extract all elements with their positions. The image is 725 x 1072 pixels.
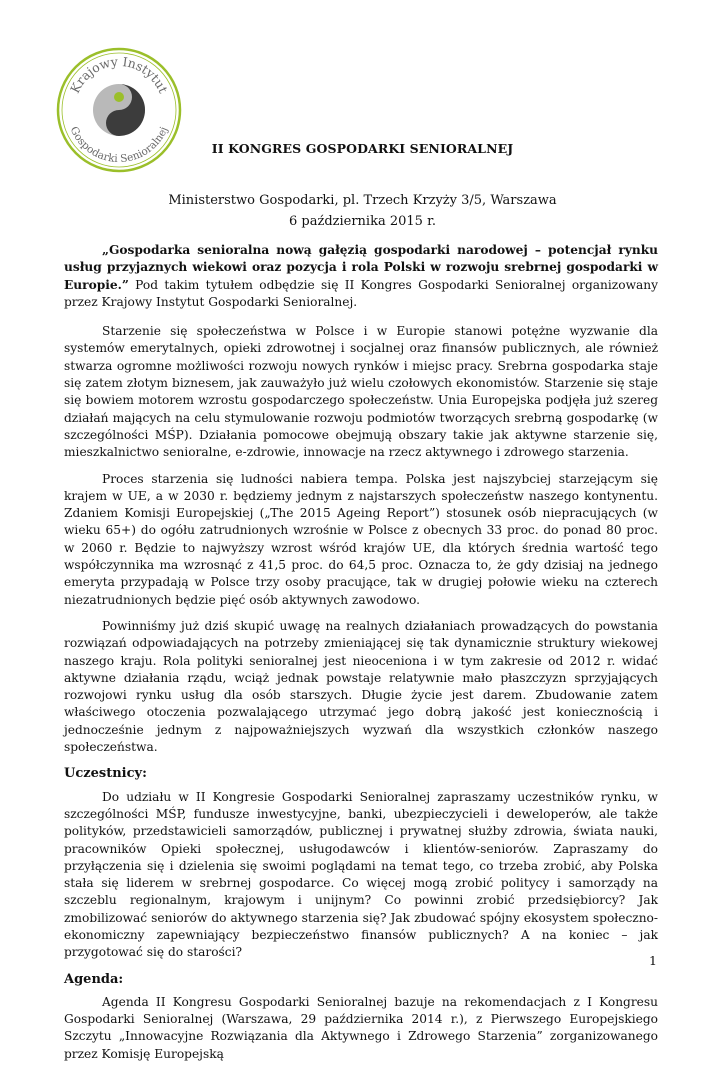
logo-text-top: Krajowy Instytut	[67, 53, 172, 96]
venue-block	[0, 190, 725, 232]
page-number: 1	[649, 953, 657, 968]
body-paragraph-2: Proces starzenia się ludności nabiera tempa. Polska jest najszybciej starzejącym się krajem w UE, a w 2030 r. będziemy jednym z najstarszych społeczeństw naszego kontynentu. Zdaniem Komisji Europejskiej („The 2015 Ageing Report”) stosunek osób niepracujących (w wieku 65+) do ogółu zatrudnionych wzrośnie w Polsce z obecnych 33 proc. do ponad 80 proc. w 2060 r. Będzie to najwyższy wzrost wśród krajów UE, dla których średnia wartość tego współczynnika ma wzrosnąć z 41,5 proc. do 64,5 proc. Oznacza to, że gdy dzisiaj na jednego emeryta przypadają w Polsce trzy osoby pracujące, tak w drugiej połowie wieku na czterech niezatrudnionych będzie pięć osób aktywnych zawodowo.	[64, 471, 658, 607]
logo-swirl	[93, 84, 145, 136]
body-paragraph-3: Powinniśmy już dziś skupić uwagę na realnych działaniach prowadzących do powstania rozwiązań odpowiadających na potrzeby zmieniającej się tak dynamicznie struktury wiekowej naszego kraju. Rola polityki senioralnej jest nieoceniona i w tym zakresie od 2012 r. widać aktywne działania rządu, wciąż jednak powstaje relatywnie mało płaszczyzn sprzyjających rozwojowi rynku usług dla osób starszych. Długie życie jest darem. Zbudowanie zatem właściwego otoczenia pozwalającego utrzymać jego dobrą jakość jest koniecznością i jednocześnie jednym z najpoważniejszych wyzwań dla wszystkich członków naszego społeczeństwa.	[64, 618, 658, 755]
congress-title: II KONGRES GOSPODARKI SENIORALNEJ	[211, 141, 514, 156]
intro-rest: Pod takim tytułem odbędzie się II Kongres Gospodarki Senioralnej organizowany przez Krajowy Instytut Gospodarki Senioralnej.	[64, 277, 658, 309]
document-body	[64, 242, 658, 1072]
venue-address: Ministerstwo Gospodarki, pl. Trzech Krzyży 3/5, Warszawa	[168, 193, 557, 208]
intro-paragraph	[64, 242, 658, 311]
intro-quote: „Gospodarka senioralna nową gałęzią gospodarki narodowej – potencjał rynku usług przyjaznych wiekowi oraz pozycja i rola Polski w rozwoju srebrnej gospodarki w Europie.”	[64, 243, 658, 292]
body-paragraph-1: Starzenie się społeczeństwa w Polsce i w Europie stanowi potężne wyzwanie dla systemów emerytalnych, opieki zdrowotnej i socjalnej oraz finansów publicznych, ale również stwarza ogromne możliwości rozwoju nowych rynków i miejsc pracy. Srebrna gospodarka staje się zatem złotym biznesem, jak zauważyło już wielu czołowych ekonomistów. Starzenie się staje się bowiem motorem wzrostu gospodarczego społeczeństw. Unia Europejska podjęła już szereg działań mających na celu stymulowanie rozwoju podmiotów tworzących srebrną gospodarkę (w szczególności MŚP). Działania pomocowe obejmują obszary takie jak aktywne starzenie się, mieszkalnictwo senioralne, e-zdrowie, innowacje na rzecz aktywnego i zdrowego starzenia.	[64, 324, 658, 460]
agenda-heading: Agenda:	[64, 971, 124, 987]
participants-heading: Uczestnicy:	[64, 766, 147, 782]
participants-paragraph: Do udziału w II Kongresie Gospodarki Senioralnej zapraszamy uczestników rynku, w szczególności MŚP, fundusze inwestycyjne, banki, ubezpieczycieli i deweloperów, ale także polityków, przedstawicieli samorządów, publicznej i prywatnej służby zdrowia, świata nauki, pracowników Opieki społecznej, usługodawców i klientów-seniorów. Zapraszamy do przyłączenia się i dzielenia się swoimi poglądami na temat tego, co trzeba zrobić, aby Polska stała się liderem w srebrnej gospodarce. Co więcej mogą zrobić politycy i samorządy na szczeblu regionalnym, krajowym i unijnym? Co powinni zrobić przedsiębiorcy? Jak zmobilizować seniorów do aktywnego starzenia się? Jak zbudować spójny ekosystem społeczno-ekonomiczny zapewniający bezpieczeństwo finansów publicznych? A na koniec – jak przygotować się do starości?	[64, 789, 658, 960]
agenda-paragraph: Agenda II Kongresu Gospodarki Senioralnej bazuje na rekomendacjach z I Kongresu Gospodarki Senioralnej (Warszawa, 29 października 2014 r.), z Pierwszego Europejskiego Szczytu „Innowacyjne Rozwiązania dla Aktywnego i Zdrowego Starzenia” zorganizowanego przez Komisję Europejską	[64, 994, 658, 1061]
event-date: 6 października 2015 r.	[289, 214, 436, 229]
logo-text-bottom: Gospodarki Senioralnej	[67, 124, 171, 166]
